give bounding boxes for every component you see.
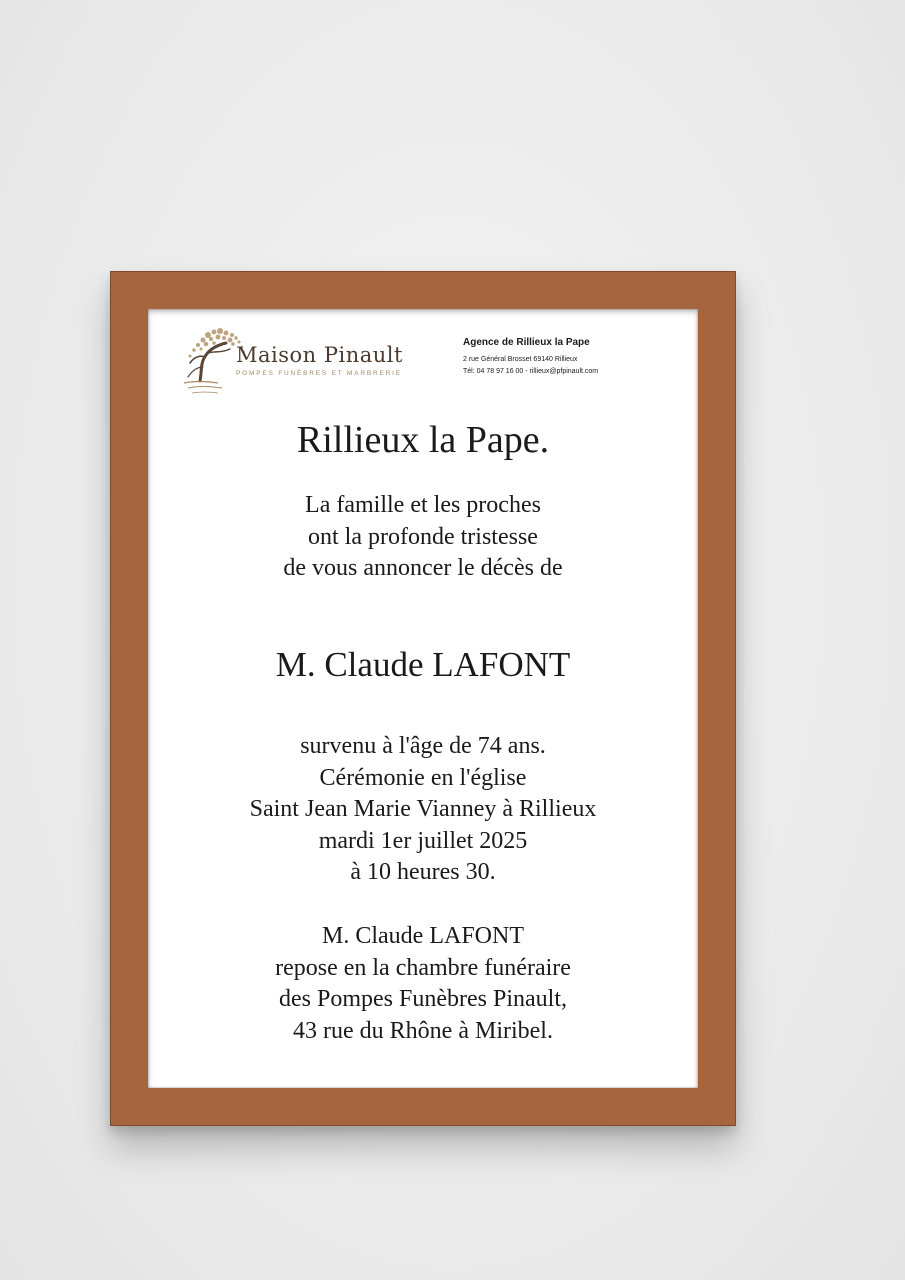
intro-line: de vous annoncer le décès de [283,555,563,581]
ceremony-line: mardi 1er juillet 2025 [318,827,528,854]
maison-pinault-logo [178,323,428,403]
ceremony-line: Cérémonie en l'église [319,764,527,791]
agency-address: 2 rue Général Brosset 69140 Rillieux [463,356,578,363]
picture-frame [110,271,736,1126]
ceremony-text [148,731,698,889]
agency-contact: Tél: 04 78 97 16 00 - rillieux@pfpinault.com [463,368,599,375]
deceased-name: M. Claude LAFONT [275,645,571,684]
repose-line: des Pompes Funèbres Pinault, [279,986,567,1012]
ceremony-line: Saint Jean Marie Vianney à Rillieux [249,796,597,822]
repose-line: 43 rue du Rhône à Miribel. [293,1017,553,1044]
intro-text [148,490,698,585]
repose-text [148,921,698,1047]
repose-line: repose en la chambre funéraire [275,954,571,981]
intro-line: ont la profonde tristesse [308,523,538,550]
notice-title: Rillieux la Pape. [296,419,550,461]
agency-info [463,337,598,378]
ceremony-line: survenu à l'âge de 74 ans. [300,733,546,759]
notice-header [178,323,678,403]
repose-line: M. Claude LAFONT [322,923,524,949]
logo-name: Maison Pinault [236,343,403,367]
ceremony-line: à 10 heures 30. [350,859,496,885]
agency-title: Agence de Rillieux la Pape [463,337,590,348]
intro-line: La famille et les proches [305,492,541,518]
obituary-notice [148,309,698,1088]
logo-subtitle: POMPES FUNÈBRES ET MARBRERIE [236,370,402,377]
